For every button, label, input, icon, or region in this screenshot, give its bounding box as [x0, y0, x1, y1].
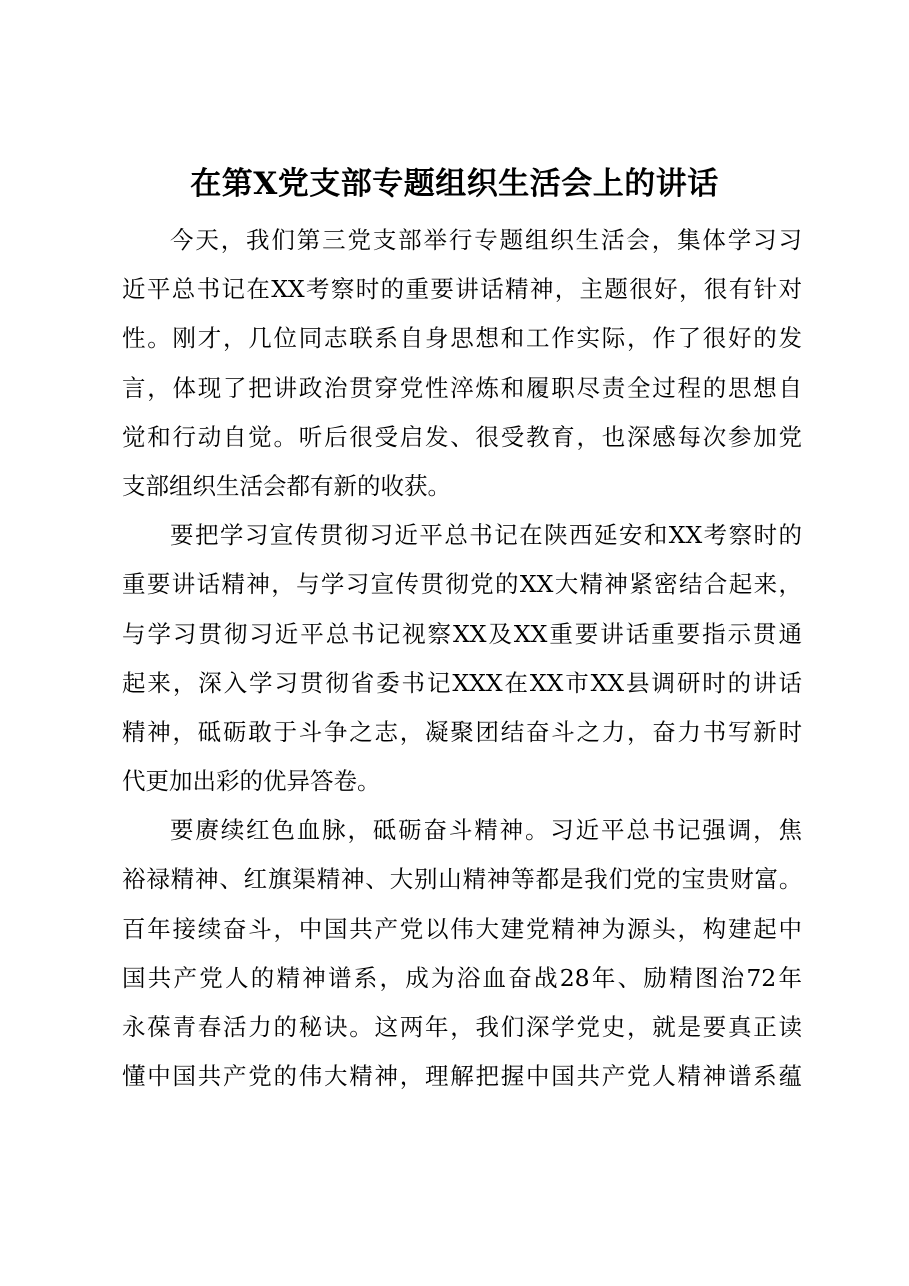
text-line: 国共产党人的精神谱系，成为浴血奋战28年、励精图治72年	[122, 963, 802, 992]
text-line: 懂中国共产党的伟大精神，理解把握中国共产党人精神谱系蕴	[122, 1062, 802, 1091]
text-line: 裕禄精神、红旗渠精神、大别山精神等都是我们党的宝贵财富。	[122, 865, 802, 894]
text-line: 近平总书记在XX考察时的重要讲话精神，主题很好，很有针对	[122, 275, 802, 304]
text-line: 重要讲话精神，与学习宣传贯彻党的XX大精神紧密结合起来，	[122, 570, 802, 599]
text-line: 觉和行动自觉。听后很受启发、很受教育，也深感每次参加党	[122, 422, 802, 451]
text-line: 代更加出彩的优异答卷。	[122, 767, 381, 796]
text-line: 支部组织生活会都有新的收获。	[122, 471, 451, 500]
text-line: 永葆青春活力的秘诀。这两年，我们深学党史，就是要真正读	[122, 1013, 802, 1041]
text-line: 起来，深入学习贯彻省委书记XXX在XX市XX县调研时的讲话	[122, 668, 802, 697]
text-line: 百年接续奋斗，中国共产党以伟大建党精神为源头，构建起中	[122, 914, 802, 943]
document-body	[122, 216, 802, 1101]
text-line: 今天，我们第三党支部举行专题组织生活会，集体学习习	[170, 226, 802, 254]
text-line: 性。刚才，几位同志联系自身思想和工作实际，作了很好的发	[122, 324, 802, 353]
text-line: 要赓续红色血脉，砥砺奋斗精神。习近平总书记强调，焦	[170, 816, 802, 845]
paragraph-2	[122, 511, 802, 806]
paragraph-1	[122, 216, 802, 511]
text-line: 言，体现了把讲政治贯穿党性淬炼和履职尽责全过程的思想自	[122, 373, 802, 402]
text-line: 精神，砥砺敢于斗争之志，凝聚团结奋斗之力，奋力书写新时	[122, 717, 802, 746]
document-title: 在第X党支部专题组织生活会上的讲话	[190, 166, 719, 202]
text-line: 要把学习宣传贯彻习近平总书记在陕西延安和XX考察时的	[170, 521, 802, 550]
paragraph-3	[122, 806, 802, 1101]
text-line: 与学习贯彻习近平总书记视察XX及XX重要讲话重要指示贯通	[122, 619, 802, 648]
